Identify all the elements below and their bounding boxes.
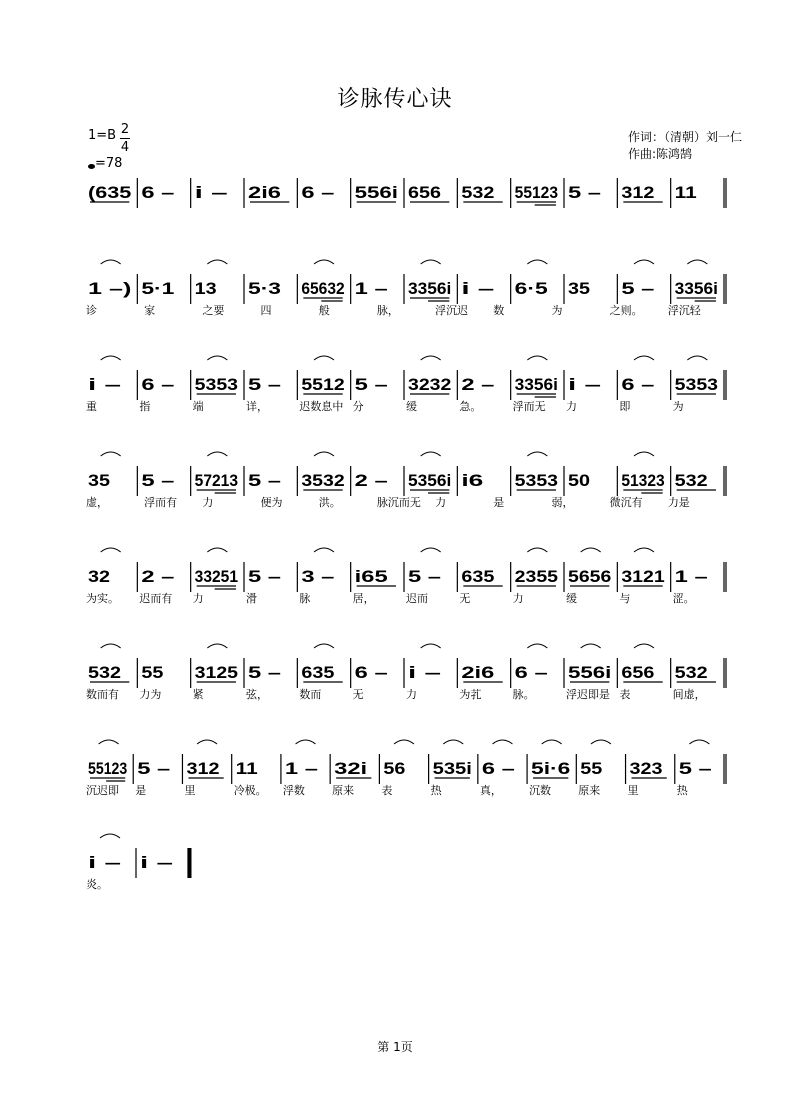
- lyric-syllable: 四: [260, 304, 272, 317]
- measure-notes: 1 –: [674, 567, 708, 586]
- lyric-syllable: 是: [135, 784, 147, 797]
- measure-notes: 5512: [301, 375, 345, 394]
- measure-notes: 535i: [432, 759, 472, 778]
- measure-notes: 5 –: [137, 759, 171, 778]
- lyric-syllable: 表: [381, 784, 393, 797]
- lyric-syllable: 居，: [352, 592, 375, 605]
- measure-notes: 2355: [514, 567, 558, 586]
- slur-arc: [421, 356, 441, 360]
- lyric-syllable: 浮数: [282, 784, 305, 797]
- measure-notes: 656: [621, 663, 655, 682]
- slur-arc: [421, 452, 441, 456]
- measure-notes: i6: [461, 471, 484, 490]
- slur-arc: [197, 740, 217, 744]
- measure-notes: 5 –: [248, 663, 281, 682]
- lyric-syllable: 浮沉迟: [435, 304, 469, 317]
- page-number: 第 1页: [377, 1040, 413, 1054]
- slur-arc: [101, 644, 121, 648]
- measure-notes: 3121: [621, 567, 665, 586]
- measure-notes: 556i: [354, 183, 398, 202]
- lyric-syllable: 弦，: [246, 688, 268, 701]
- measure-notes: 312: [621, 183, 655, 202]
- measure-notes: 1 –): [88, 279, 132, 298]
- measure-notes: 532: [88, 663, 121, 682]
- measure-notes: 5·3: [248, 279, 281, 298]
- lyric-syllable: 为: [551, 304, 563, 317]
- measure-notes: i –: [408, 663, 441, 682]
- measure-notes: 2i6: [461, 663, 495, 682]
- measure-notes: 11: [674, 183, 697, 202]
- slur-arc: [314, 548, 334, 552]
- lyric-syllable: 与: [619, 592, 631, 605]
- slur-arc: [581, 644, 601, 648]
- measure-notes: 532: [461, 183, 495, 202]
- lyric-syllable: 缓: [566, 592, 577, 605]
- lyric-syllable: 热: [676, 784, 688, 797]
- lyric-syllable: 为芤: [459, 688, 482, 701]
- slur-arc: [99, 740, 119, 744]
- measure-notes: 6 –: [514, 663, 548, 682]
- measure-notes: 5656: [568, 567, 612, 586]
- measure-notes: 33251: [194, 567, 238, 586]
- lyric-syllable: 数: [493, 304, 505, 317]
- slur-arc: [634, 260, 654, 264]
- lyric-syllable: 原来: [332, 784, 355, 797]
- measure-notes: 65632: [301, 279, 345, 298]
- lyric-syllable: 是: [493, 496, 505, 509]
- slur-arc: [527, 260, 547, 264]
- lyric-syllable: 炎。: [86, 878, 108, 891]
- lyric-syllable: 滑: [246, 592, 257, 605]
- slur-arc: [314, 644, 334, 648]
- slur-arc: [101, 260, 121, 264]
- lyric-syllable: 涩。: [672, 592, 695, 605]
- lyric-syllable: 数而: [299, 688, 322, 701]
- slur-arc: [634, 644, 654, 648]
- lyricist-credit: 作词：（清朝）刘一仁: [628, 130, 743, 144]
- lyric-syllable: 真，: [479, 784, 502, 797]
- lyric-syllable: 里: [184, 784, 196, 797]
- measure-notes: 1 –: [284, 759, 318, 778]
- measure-notes: i –: [461, 279, 495, 298]
- measure-notes: 6 –: [141, 183, 175, 202]
- lyric-syllable: 详，: [246, 400, 268, 413]
- measure-notes: 3356i: [674, 279, 718, 298]
- lyric-syllable: 诊: [86, 304, 97, 317]
- lyric-syllable: 热: [430, 784, 442, 797]
- lyric-syllable: 力: [202, 496, 214, 509]
- measure-notes: 6 –: [481, 759, 515, 778]
- lyric-syllable: 力为: [139, 688, 162, 701]
- lyric-syllable: 之则。: [609, 304, 643, 317]
- measure-notes: 51323: [621, 471, 665, 490]
- measure-notes: 5353: [674, 375, 718, 394]
- composer-credit: 作曲:陈鸿鹄: [628, 147, 693, 161]
- time-signature-top: 2: [120, 122, 130, 137]
- slur-arc: [101, 356, 121, 360]
- slur-arc: [207, 356, 227, 360]
- slur-arc: [314, 356, 334, 360]
- measure-notes: 2 –: [354, 471, 388, 490]
- measure-notes: i –: [568, 375, 601, 394]
- measure-notes: 5 –: [141, 471, 175, 490]
- slur-arc: [527, 452, 547, 456]
- measure-notes: 6 –: [141, 375, 175, 394]
- measure-notes: 2i6: [248, 183, 281, 202]
- lyric-syllable: 浮而有: [144, 496, 178, 509]
- measure-notes: 32i: [334, 759, 368, 778]
- measure-notes: 5356i: [408, 471, 452, 490]
- measure-notes: 635: [301, 663, 335, 682]
- lyric-syllable: 家: [144, 304, 156, 317]
- measure-notes: 11: [235, 759, 258, 778]
- lyric-syllable: 为: [672, 400, 684, 413]
- measure-notes: 5 –: [621, 279, 655, 298]
- slur-arc: [207, 548, 227, 552]
- lyric-syllable: 指: [139, 400, 151, 413]
- lyric-syllable: 般: [318, 304, 330, 317]
- slur-arc: [421, 548, 441, 552]
- measure-notes: 5 –: [248, 375, 281, 394]
- slur-arc: [101, 452, 121, 456]
- measure-notes: 5i·6: [531, 759, 571, 778]
- slur-arc: [492, 740, 512, 744]
- lyric-syllable: 力: [566, 400, 577, 413]
- slur-arc: [100, 834, 120, 838]
- measure-notes: 55123: [88, 759, 128, 778]
- measure-notes: 5 –: [248, 471, 281, 490]
- measure-notes: i –: [88, 375, 121, 394]
- lyric-syllable: 浮而无: [512, 400, 546, 413]
- measure-notes: 6 –: [354, 663, 388, 682]
- measure-notes: 3125: [194, 663, 238, 682]
- slur-arc: [689, 740, 709, 744]
- slur-arc: [591, 740, 611, 744]
- slur-arc: [527, 356, 547, 360]
- measure-notes: 5 –: [568, 183, 601, 202]
- lyric-syllable: 脉: [299, 592, 311, 605]
- lyric-syllable: 即: [619, 400, 631, 413]
- slur-arc: [296, 740, 316, 744]
- lyric-syllable: 原来: [578, 784, 601, 797]
- measure-notes: 55123: [514, 183, 558, 202]
- lyric-syllable: 里: [627, 784, 639, 797]
- lyric-syllable: 无: [352, 688, 364, 701]
- slur-arc: [394, 740, 414, 744]
- key-signature: 1=B: [88, 128, 117, 143]
- lyric-syllable: 紧: [192, 688, 204, 701]
- slur-arc: [527, 548, 547, 552]
- measure-notes: i –: [194, 183, 228, 202]
- slur-arc: [207, 452, 227, 456]
- measure-notes: 2 –: [141, 567, 175, 586]
- measure-notes: 3532: [301, 471, 345, 490]
- lyric-syllable: 脉沉而无: [376, 496, 421, 509]
- measure-notes: 5 –: [248, 567, 281, 586]
- slur-arc: [687, 356, 707, 360]
- measure-notes: 556i: [568, 663, 612, 682]
- slur-arc: [443, 740, 463, 744]
- measure-notes: 323: [629, 759, 663, 778]
- slur-arc: [542, 740, 562, 744]
- measure-notes: 656: [408, 183, 441, 202]
- lyric-syllable: 分: [352, 400, 364, 413]
- slur-arc: [634, 452, 654, 456]
- measure-notes: i –: [140, 853, 173, 872]
- lyric-syllable: 弱，: [551, 496, 574, 509]
- lyric-syllable: 力: [192, 592, 204, 605]
- lyric-syllable: 力: [435, 496, 447, 509]
- lyric-syllable: 急。: [459, 400, 482, 413]
- measure-notes: 5353: [194, 375, 238, 394]
- lyric-syllable: 为实。: [86, 592, 119, 605]
- measure-notes: 635: [461, 567, 495, 586]
- measure-notes: 312: [186, 759, 220, 778]
- measure-notes: 35: [568, 279, 590, 298]
- lyric-syllable: 沉数: [529, 784, 552, 797]
- measure-notes: i65: [354, 567, 388, 586]
- lyric-syllable: 表: [619, 688, 631, 701]
- lyric-syllable: 重: [86, 400, 97, 413]
- measure-notes: 5·1: [141, 279, 175, 298]
- slur-arc: [634, 548, 654, 552]
- lyric-syllable: 便为: [260, 496, 283, 509]
- measure-notes: 5353: [514, 471, 558, 490]
- measure-notes: 32: [88, 567, 110, 586]
- slur-arc: [687, 260, 707, 264]
- measure-notes: (635: [88, 183, 132, 202]
- measure-notes: 5 –: [678, 759, 712, 778]
- measure-notes: 50: [568, 471, 590, 490]
- measure-notes: 5 –: [354, 375, 388, 394]
- measure-notes: 3 –: [301, 567, 335, 586]
- measure-notes: 6·5: [514, 279, 548, 298]
- measure-notes: 3232: [408, 375, 452, 394]
- slur-arc: [421, 260, 441, 264]
- lyric-syllable: 间虚，: [672, 688, 706, 701]
- lyric-syllable: 浮迟即是: [566, 688, 610, 701]
- lyric-syllable: 脉，: [376, 304, 399, 317]
- song-title: 诊脉传心诀: [337, 87, 453, 112]
- measure-notes: 55: [580, 759, 603, 778]
- lyric-syllable: 冷极。: [233, 784, 267, 797]
- lyric-syllable: 无: [459, 592, 471, 605]
- lyric-syllable: 微沉有: [609, 496, 643, 509]
- measure-notes: 3356i: [514, 375, 558, 394]
- lyric-syllable: 洪。: [318, 496, 341, 509]
- slur-arc: [421, 644, 441, 648]
- lyric-syllable: 浮沉轻: [667, 304, 701, 317]
- time-signature-bottom: 4: [120, 140, 130, 155]
- measure-notes: 1 –: [354, 279, 388, 298]
- lyric-syllable: 迟而: [406, 592, 428, 605]
- lyric-syllable: 之要: [202, 304, 225, 317]
- measure-notes: 532: [674, 663, 708, 682]
- measure-notes: i –: [88, 853, 121, 872]
- slur-arc: [581, 548, 601, 552]
- lyric-syllable: 端: [192, 400, 204, 413]
- lyric-syllable: 脉。: [512, 688, 535, 701]
- lyric-syllable: 迟而有: [139, 592, 173, 605]
- measure-notes: 6 –: [301, 183, 335, 202]
- measure-notes: 55: [141, 663, 164, 682]
- lyric-syllable: 迟数息中: [299, 400, 344, 413]
- measure-notes: 13: [194, 279, 217, 298]
- measure-notes: 6 –: [621, 375, 655, 394]
- slur-arc: [634, 356, 654, 360]
- measure-notes: 532: [674, 471, 708, 490]
- lyric-syllable: 虚，: [86, 496, 108, 509]
- measure-notes: 56: [383, 759, 406, 778]
- measure-notes: 3356i: [408, 279, 452, 298]
- measure-notes: 57213: [194, 471, 238, 490]
- slur-arc: [527, 644, 547, 648]
- lyric-syllable: 数而有: [86, 688, 119, 701]
- lyric-syllable: 沉迟即: [86, 784, 119, 797]
- slur-arc: [207, 644, 227, 648]
- slur-arc: [314, 260, 334, 264]
- measure-notes: 35: [88, 471, 110, 490]
- lyric-syllable: 力: [406, 688, 417, 701]
- lyric-syllable: 缓: [406, 400, 417, 413]
- slur-arc: [207, 260, 227, 264]
- measure-notes: 2 –: [461, 375, 495, 394]
- measure-notes: 5 –: [408, 567, 441, 586]
- tempo-value: =78: [95, 156, 123, 171]
- slur-arc: [314, 452, 334, 456]
- lyric-syllable: 力: [512, 592, 524, 605]
- slur-arc: [101, 548, 121, 552]
- lyric-syllable: 力是: [667, 496, 690, 509]
